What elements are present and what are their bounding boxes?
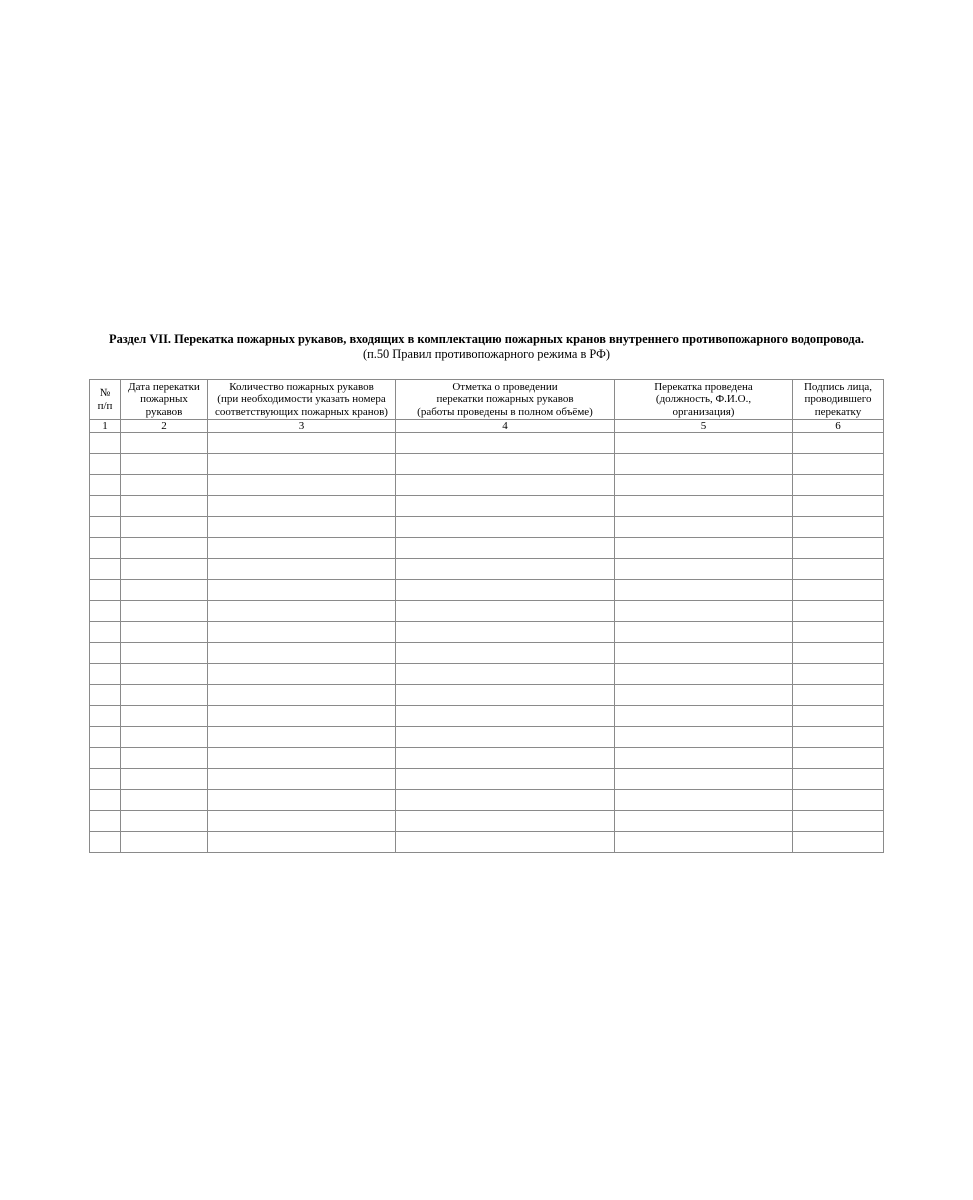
table-cell[interactable] bbox=[615, 706, 793, 727]
table-cell[interactable] bbox=[90, 559, 121, 580]
table-cell[interactable] bbox=[615, 601, 793, 622]
table-row bbox=[90, 769, 884, 790]
table-cell[interactable] bbox=[615, 685, 793, 706]
table-row bbox=[90, 559, 884, 580]
table-row bbox=[90, 538, 884, 559]
table-cell[interactable] bbox=[793, 454, 884, 475]
table-cell[interactable] bbox=[793, 622, 884, 643]
table-cell[interactable] bbox=[615, 496, 793, 517]
table-cell[interactable] bbox=[793, 664, 884, 685]
table-cell[interactable] bbox=[396, 475, 615, 496]
table-cell[interactable] bbox=[208, 496, 396, 517]
column-number: 2 bbox=[121, 420, 208, 433]
table-cell[interactable] bbox=[208, 475, 396, 496]
section-title: Раздел VII. Перекатка пожарных рукавов, входящих в комплектацию пожарных кранов внутреннего противопожарного водопровода. bbox=[109, 332, 864, 346]
table-cell[interactable] bbox=[793, 685, 884, 706]
table-cell[interactable] bbox=[90, 517, 121, 538]
table-cell[interactable] bbox=[121, 433, 208, 454]
table-cell[interactable] bbox=[121, 517, 208, 538]
table-cell[interactable] bbox=[208, 811, 396, 832]
table-cell[interactable] bbox=[615, 790, 793, 811]
table-cell[interactable] bbox=[396, 769, 615, 790]
column-header-mark: Отметка о проведении перекатки пожарных рукавов (работы проведены в полном объёме) bbox=[396, 380, 615, 420]
table-cell[interactable] bbox=[208, 643, 396, 664]
table-cell[interactable] bbox=[208, 769, 396, 790]
table-cell[interactable] bbox=[396, 496, 615, 517]
table-cell[interactable] bbox=[396, 685, 615, 706]
column-header-quantity: Количество пожарных рукавов (при необходимости указать номера соответствующих пожарных кранов) bbox=[208, 380, 396, 420]
table-cell[interactable] bbox=[208, 622, 396, 643]
table-cell[interactable] bbox=[90, 643, 121, 664]
table-cell[interactable] bbox=[90, 433, 121, 454]
table-cell[interactable] bbox=[793, 748, 884, 769]
table-row bbox=[90, 475, 884, 496]
table-row bbox=[90, 685, 884, 706]
table-cell[interactable] bbox=[396, 832, 615, 853]
table-cell[interactable] bbox=[396, 748, 615, 769]
table-cell[interactable] bbox=[396, 622, 615, 643]
table-cell[interactable] bbox=[121, 538, 208, 559]
table-row bbox=[90, 580, 884, 601]
table-cell[interactable] bbox=[793, 517, 884, 538]
table-cell[interactable] bbox=[90, 685, 121, 706]
table-cell[interactable] bbox=[121, 727, 208, 748]
table-cell[interactable] bbox=[208, 454, 396, 475]
table-cell[interactable] bbox=[208, 706, 396, 727]
table-cell[interactable] bbox=[208, 790, 396, 811]
table-cell[interactable] bbox=[396, 580, 615, 601]
table-cell[interactable] bbox=[208, 433, 396, 454]
table-cell[interactable] bbox=[121, 811, 208, 832]
table-cell[interactable] bbox=[121, 685, 208, 706]
table-cell[interactable] bbox=[793, 475, 884, 496]
table-cell[interactable] bbox=[615, 475, 793, 496]
table-cell[interactable] bbox=[396, 790, 615, 811]
table-cell[interactable] bbox=[208, 580, 396, 601]
table-cell[interactable] bbox=[396, 664, 615, 685]
table-cell[interactable] bbox=[793, 601, 884, 622]
table-cell[interactable] bbox=[793, 811, 884, 832]
table-cell[interactable] bbox=[121, 664, 208, 685]
table-cell[interactable] bbox=[90, 790, 121, 811]
table-cell[interactable] bbox=[615, 811, 793, 832]
table-cell[interactable] bbox=[90, 454, 121, 475]
table-row bbox=[90, 706, 884, 727]
table-cell[interactable] bbox=[208, 664, 396, 685]
table-cell[interactable] bbox=[90, 706, 121, 727]
table-row bbox=[90, 454, 884, 475]
table-cell[interactable] bbox=[396, 517, 615, 538]
column-number: 1 bbox=[90, 420, 121, 433]
table-cell[interactable] bbox=[90, 664, 121, 685]
table-cell[interactable] bbox=[90, 622, 121, 643]
table-cell[interactable] bbox=[90, 475, 121, 496]
table-cell[interactable] bbox=[615, 664, 793, 685]
table-cell[interactable] bbox=[90, 811, 121, 832]
table-cell[interactable] bbox=[396, 706, 615, 727]
table-cell[interactable] bbox=[208, 832, 396, 853]
table-cell[interactable] bbox=[90, 748, 121, 769]
table-cell[interactable] bbox=[90, 727, 121, 748]
table-cell[interactable] bbox=[793, 769, 884, 790]
column-number-row bbox=[90, 420, 884, 433]
table-cell[interactable] bbox=[396, 811, 615, 832]
table-cell[interactable] bbox=[208, 601, 396, 622]
table-cell[interactable] bbox=[121, 622, 208, 643]
table-row bbox=[90, 601, 884, 622]
column-header-date: Дата перекатки пожарных рукавов bbox=[121, 380, 208, 420]
table-cell[interactable] bbox=[396, 727, 615, 748]
table-cell[interactable] bbox=[615, 580, 793, 601]
table-cell[interactable] bbox=[396, 454, 615, 475]
column-number: 5 bbox=[615, 420, 793, 433]
table-cell[interactable] bbox=[615, 748, 793, 769]
table-cell[interactable] bbox=[793, 433, 884, 454]
table-row bbox=[90, 517, 884, 538]
column-header-number: № п/п bbox=[90, 380, 121, 420]
section-header bbox=[0, 331, 973, 362]
table-cell[interactable] bbox=[396, 601, 615, 622]
table-cell[interactable] bbox=[615, 622, 793, 643]
table-cell[interactable] bbox=[793, 496, 884, 517]
table-cell[interactable] bbox=[208, 517, 396, 538]
table-row bbox=[90, 748, 884, 769]
table-cell[interactable] bbox=[208, 685, 396, 706]
table-cell[interactable] bbox=[121, 706, 208, 727]
table-row bbox=[90, 727, 884, 748]
table-row bbox=[90, 790, 884, 811]
table-cell[interactable] bbox=[208, 559, 396, 580]
table-cell[interactable] bbox=[90, 601, 121, 622]
table-cell[interactable] bbox=[615, 769, 793, 790]
table-cell[interactable] bbox=[121, 601, 208, 622]
table-cell[interactable] bbox=[90, 580, 121, 601]
hose-rolling-log-table bbox=[89, 379, 884, 853]
table-cell[interactable] bbox=[396, 559, 615, 580]
table-cell[interactable] bbox=[121, 496, 208, 517]
table-cell[interactable] bbox=[121, 475, 208, 496]
table-cell[interactable] bbox=[208, 727, 396, 748]
table-row bbox=[90, 433, 884, 454]
table-cell[interactable] bbox=[121, 790, 208, 811]
table-row bbox=[90, 643, 884, 664]
table-cell[interactable] bbox=[793, 559, 884, 580]
table-cell[interactable] bbox=[121, 559, 208, 580]
table-cell[interactable] bbox=[615, 433, 793, 454]
table-cell[interactable] bbox=[615, 517, 793, 538]
table-cell[interactable] bbox=[793, 538, 884, 559]
column-header-signature: Подпись лица, проводившего перекатку bbox=[793, 380, 884, 420]
table-cell[interactable] bbox=[396, 643, 615, 664]
table-row bbox=[90, 664, 884, 685]
table-cell[interactable] bbox=[793, 790, 884, 811]
table-cell[interactable] bbox=[121, 769, 208, 790]
column-header-performed-by: Перекатка проведена (должность, Ф.И.О., организация) bbox=[615, 380, 793, 420]
table-header-row bbox=[90, 380, 884, 420]
table-cell[interactable] bbox=[90, 832, 121, 853]
table-cell[interactable] bbox=[90, 769, 121, 790]
table-cell[interactable] bbox=[793, 706, 884, 727]
table-cell[interactable] bbox=[615, 727, 793, 748]
table-cell[interactable] bbox=[90, 496, 121, 517]
table-row bbox=[90, 622, 884, 643]
table-cell[interactable] bbox=[793, 727, 884, 748]
table-cell[interactable] bbox=[396, 538, 615, 559]
table-cell[interactable] bbox=[793, 832, 884, 853]
table-row bbox=[90, 811, 884, 832]
table-row bbox=[90, 496, 884, 517]
table-cell[interactable] bbox=[615, 832, 793, 853]
table-cell[interactable] bbox=[208, 748, 396, 769]
table-cell[interactable] bbox=[615, 643, 793, 664]
table-cell[interactable] bbox=[615, 454, 793, 475]
table-cell[interactable] bbox=[121, 643, 208, 664]
column-number: 6 bbox=[793, 420, 884, 433]
section-subtitle: (п.50 Правил противопожарного режима в РФ) bbox=[362, 347, 611, 361]
table-cell[interactable] bbox=[793, 643, 884, 664]
column-number: 3 bbox=[208, 420, 396, 433]
table-cell[interactable] bbox=[121, 454, 208, 475]
table-cell[interactable] bbox=[121, 748, 208, 769]
column-number: 4 bbox=[396, 420, 615, 433]
table-cell[interactable] bbox=[121, 832, 208, 853]
table-cell[interactable] bbox=[615, 538, 793, 559]
table-cell[interactable] bbox=[615, 559, 793, 580]
table-cell[interactable] bbox=[396, 433, 615, 454]
table-row bbox=[90, 832, 884, 853]
table-cell[interactable] bbox=[793, 580, 884, 601]
table-cell[interactable] bbox=[121, 580, 208, 601]
table-cell[interactable] bbox=[208, 538, 396, 559]
table-cell[interactable] bbox=[90, 538, 121, 559]
